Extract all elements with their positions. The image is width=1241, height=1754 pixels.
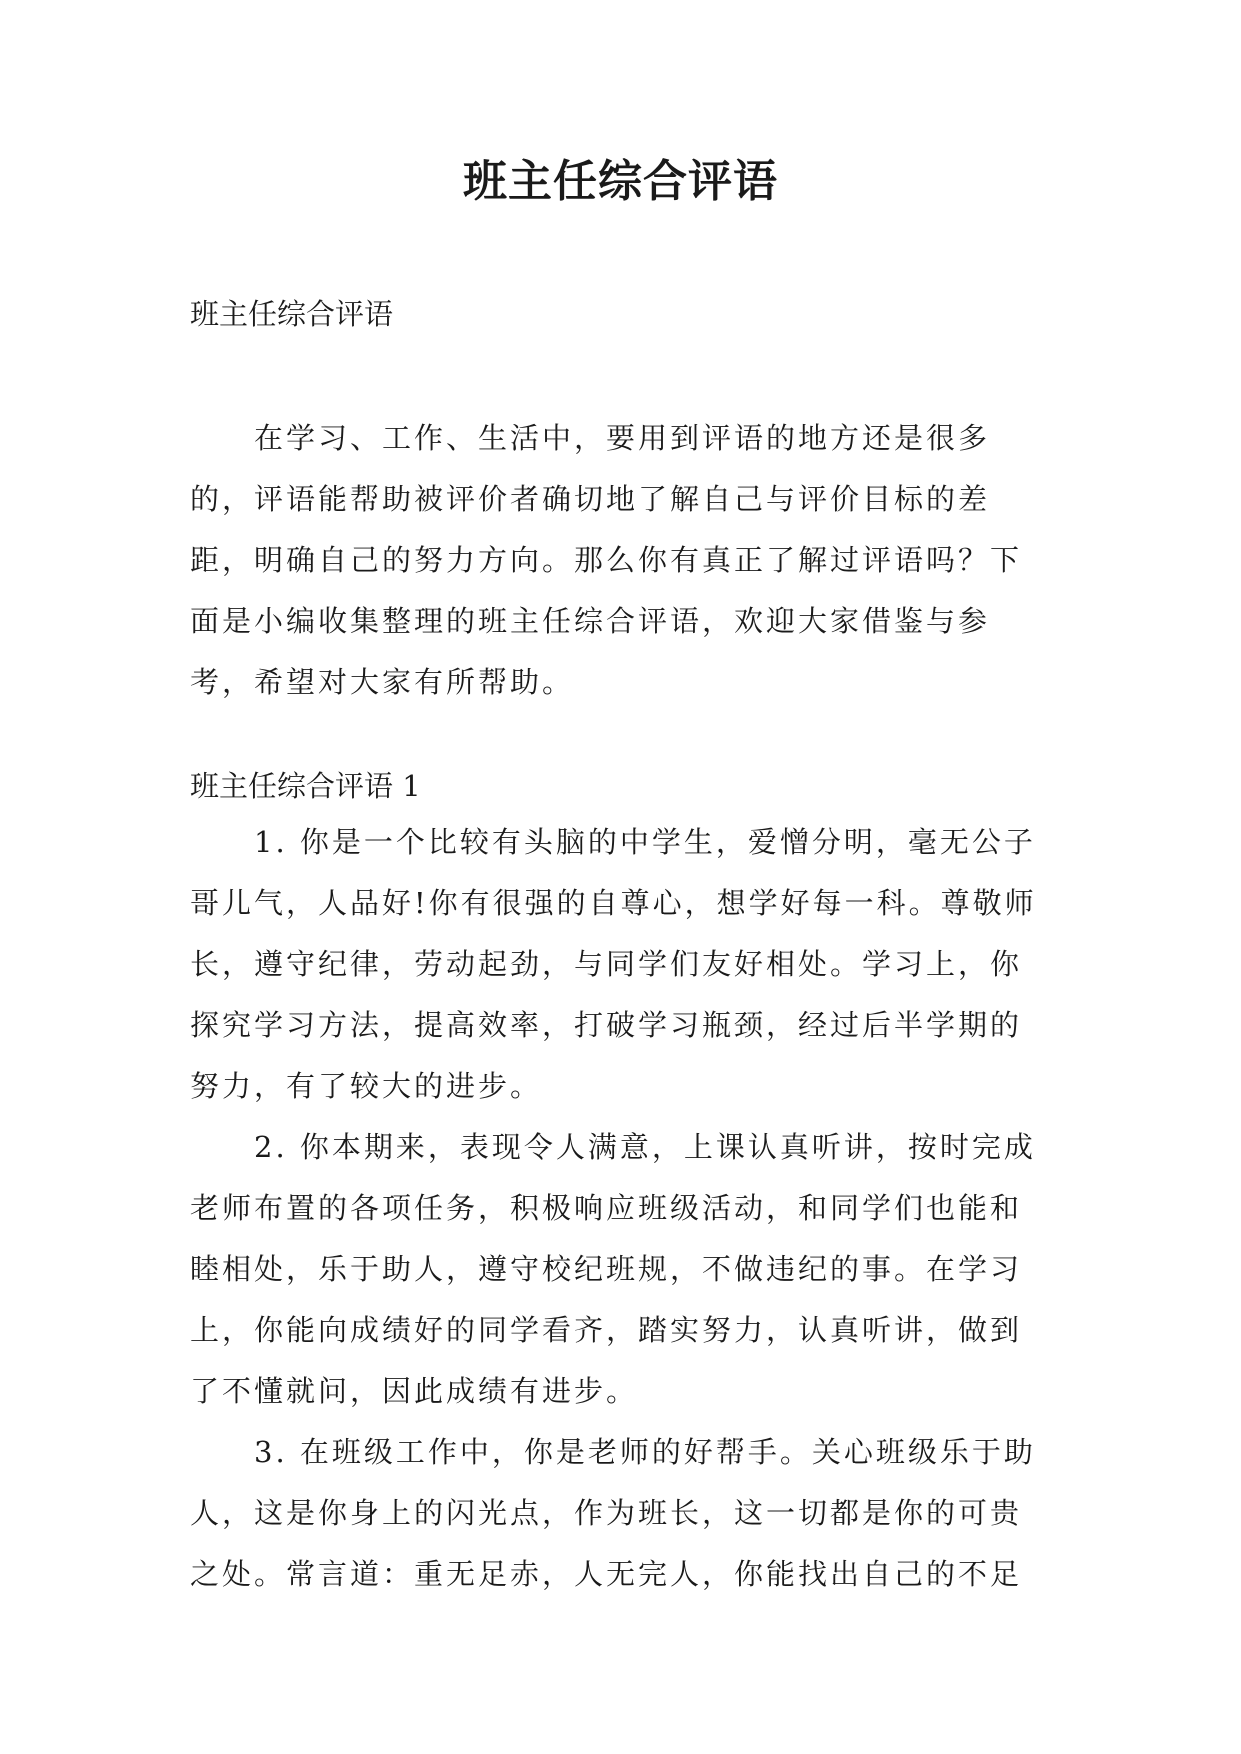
section-heading: 班主任综合评语 1: [190, 769, 421, 803]
intro-paragraph: 在学习、工作、生活中，要用到评语的地方还是很多的，评语能帮助被评价者确切地了解自己与评价目标的差距，明确自己的努力方向。那么你有真正了解过评语吗？下面是小编收集整理的班主任综合评语，欢迎大家借鉴与参考，希望对大家有所帮助。: [190, 421, 1023, 699]
comment-item-2: 2. 你本期来，表现令人满意，上课认真听讲，按时完成老师布置的各项任务，积极响应班级活动，和同学们也能和睦相处，乐于助人，遵守校纪班规，不做违纪的事。在学习上，你能向成绩好的同学看齐，踏实努力，认真听讲，做到了不懂就问，因此成绩有进步。: [190, 1130, 1036, 1408]
comment-item-3: 3. 在班级工作中，你是老师的好帮手。关心班级乐于助人，这是你身上的闪光点，作为班长，这一切都是你的可贵之处。常言道：重无足赤，人无完人，你能找出自己的不足: [190, 1435, 1036, 1591]
document-subtitle: 班主任综合评语: [190, 297, 394, 331]
comment-list: [190, 812, 1050, 1605]
document-title: 班主任综合评语: [463, 156, 778, 207]
comment-item-1: 1. 你是一个比较有头脑的中学生，爱憎分明，毫无公子哥儿气，人品好!你有很强的自尊心，想学好每一科。尊敬师长，遵守纪律，劳动起劲，与同学们友好相处。学习上，你探究学习方法，提高效率，打破学习瓶颈，经过后半学期的努力，有了较大的进步。: [190, 825, 1037, 1103]
